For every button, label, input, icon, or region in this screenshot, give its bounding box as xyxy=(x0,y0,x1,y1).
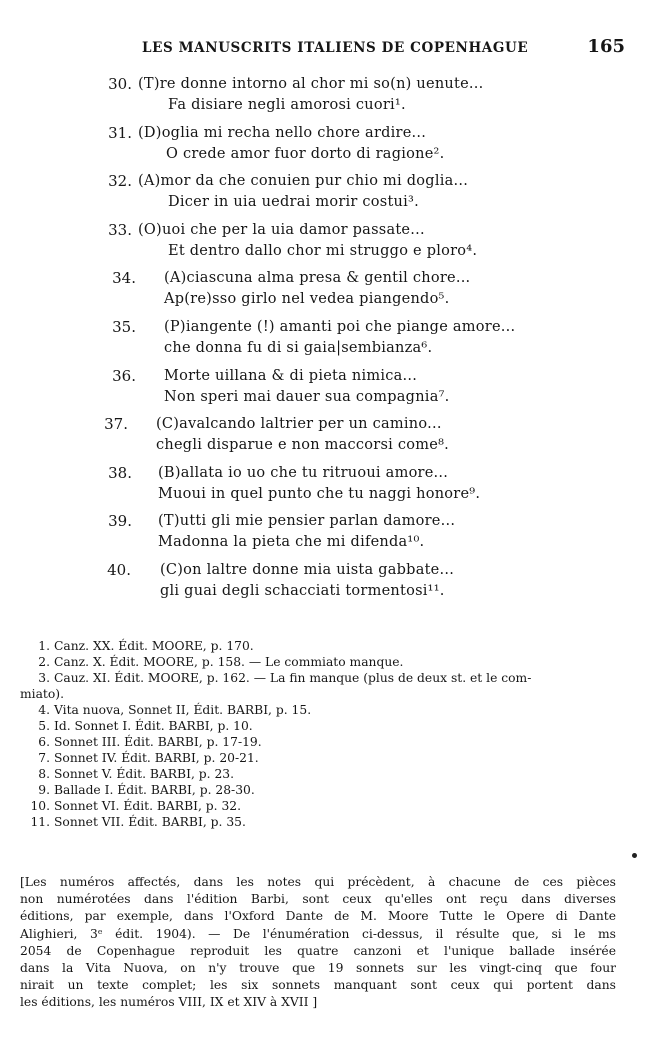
footnote-text: Canz. XX. Édit. MOORE, p. 170. xyxy=(54,639,254,653)
note-line: les éditions, les numéros VIII, IX et XIV à XVII ] xyxy=(20,995,318,1010)
footnote xyxy=(20,654,615,670)
note-line: [Les numéros affectés, dans les notes qui précèdent, à chacune de ces pièces xyxy=(20,875,616,889)
footnote xyxy=(20,638,615,654)
entry-explicit: che donna fu di si gaia|sembianza⁶. xyxy=(164,339,433,356)
note-line: Alighieri, 3ᵉ édit. 1904). — De l'énumération ci-dessus, il résulte que, si le ms xyxy=(20,926,616,941)
footnote-text: Sonnet V. Édit. BARBI, p. 23. xyxy=(54,767,235,781)
footnote-number: 1. xyxy=(38,639,50,653)
footnote-text: Sonnet VI. Édit. BARBI, p. 32. xyxy=(54,799,242,813)
footnote xyxy=(20,750,615,766)
footnote-number: 9. xyxy=(38,783,50,797)
entry-explicit: Madonna la pieta che mi difenda¹⁰. xyxy=(158,534,425,551)
footnote-text: Vita nuova, Sonnet II, Édit. BARBI, p. 15. xyxy=(54,703,312,717)
incipit-entry xyxy=(0,268,650,317)
entry-explicit: Fa disiare negli amorosi cuori¹. xyxy=(168,97,406,113)
margin-dot xyxy=(632,853,637,858)
entry-incipit: Morte uillana & di pieta nimica... xyxy=(164,367,418,384)
incipit-list xyxy=(0,74,650,609)
footnote-number: 3. xyxy=(38,671,50,685)
entry-explicit: Muoui in quel punto che tu naggi honore⁹. xyxy=(158,485,481,502)
running-title: LES MANUSCRITS ITALIENS DE COPENHAGUE xyxy=(142,40,529,56)
entry-number: 38. xyxy=(108,463,132,482)
entry-explicit: Ap(re)sso girlo nel vedea piangendo⁵. xyxy=(164,291,450,308)
entry-incipit: (C)avalcando laltrier per un camino... xyxy=(156,416,442,433)
entry-incipit: (D)oglia mi recha nello chore ardire... xyxy=(138,124,427,141)
footnote-number: 7. xyxy=(38,751,50,765)
entry-explicit: gli guai degli schacciati tormentosi¹¹. xyxy=(160,582,445,599)
incipit-entry xyxy=(0,366,650,415)
entry-explicit: Non speri mai dauer sua compagnia⁷. xyxy=(164,388,450,405)
entry-explicit: chegli disparue e non maccorsi come⁸. xyxy=(156,437,449,454)
entry-number: 32. xyxy=(108,172,132,191)
footnote-text: Cauz. XI. Édit. MOORE, p. 162. — La fin manque (plus de deux st. et le com- xyxy=(54,671,532,685)
entry-number: 36. xyxy=(112,366,136,385)
entry-number: 31. xyxy=(108,123,132,142)
footnote-number: 6. xyxy=(38,735,50,749)
incipit-entry xyxy=(0,463,650,512)
note-line: nirait un texte complet; les six sonnets manquant sont ceux qui portent dans xyxy=(20,978,616,993)
footnote-number: 10. xyxy=(30,799,50,813)
footnote xyxy=(20,670,615,686)
entry-number: 35. xyxy=(112,317,136,336)
incipit-entry xyxy=(0,317,650,366)
incipit-entry xyxy=(0,220,650,269)
footnote-number: 5. xyxy=(38,719,50,733)
incipit-entry xyxy=(0,414,650,463)
incipit-entry xyxy=(0,511,650,560)
entry-incipit: (A)ciascuna alma presa & gentil chore... xyxy=(164,270,471,287)
note-line: dans la Vita Nuova, on n'y trouve que 19 sonnets sur les vingt-cinq que four xyxy=(20,961,616,976)
entry-explicit: O crede amor fuor dorto di ragione². xyxy=(166,145,445,162)
note-line: non numérotées dans l'édition Barbi, sont ceux qu'elles ont reçu dans diverses xyxy=(20,892,616,907)
footnote-text: miato). xyxy=(20,687,64,701)
footnote xyxy=(20,798,615,814)
footnote-text: Sonnet IV. Édit. BARBI, p. 20-21. xyxy=(54,751,259,765)
entry-explicit: Et dentro dallo chor mi struggo e ploro⁴. xyxy=(168,242,478,259)
footnote xyxy=(20,702,615,718)
footnote xyxy=(20,766,615,782)
entry-incipit: (P)iangente (!) amanti poi che piange amore... xyxy=(164,318,516,335)
entry-incipit: (T)re donne intorno al chor mi so(n) uenute... xyxy=(138,76,484,92)
entry-number: 37. xyxy=(104,415,128,434)
incipit-entry xyxy=(0,123,650,172)
note-line: éditions, par exemple, dans l'Oxford Dante de M. Moore Tutte le Opere di Dante xyxy=(20,909,616,924)
footnote-number: 11. xyxy=(30,815,50,829)
incipit-entry xyxy=(0,171,650,220)
entry-number: 34. xyxy=(112,269,136,288)
footnote-number: 4. xyxy=(38,703,50,717)
note-line: 2054 de Copenhague reproduit les quatre canzoni et l'unique ballade insérée xyxy=(20,943,616,958)
entry-number: 40. xyxy=(107,560,131,579)
footnote-continuation xyxy=(20,686,615,702)
footnote-text: Sonnet VII. Édit. BARBI, p. 35. xyxy=(54,815,246,829)
entry-number: 33. xyxy=(108,220,132,239)
footnote-text: Sonnet III. Édit. BARBI, p. 17-19. xyxy=(54,735,262,749)
footnote xyxy=(20,718,615,734)
entry-number: 30. xyxy=(108,75,132,93)
footnote-text: Canz. X. Édit. MOORE, p. 158. — Le commiato manque. xyxy=(54,655,404,669)
footnote-text: Id. Sonnet I. Édit. BARBI, p. 10. xyxy=(54,719,253,733)
entry-incipit: (A)mor da che conuien pur chio mi doglia... xyxy=(138,173,469,190)
footnotes xyxy=(20,638,615,830)
entry-incipit: (O)uoi che per la uia damor passate... xyxy=(138,221,425,238)
entry-incipit: (T)utti gli mie pensier parlan damore... xyxy=(158,513,456,530)
entry-incipit: (B)allata io uo che tu ritruoui amore... xyxy=(158,464,449,481)
footnote-number: 2. xyxy=(38,655,50,669)
footnote xyxy=(20,734,615,750)
entry-incipit: (C)on laltre donne mia uista gabbate... xyxy=(160,561,455,578)
incipit-entry xyxy=(0,74,650,123)
footnote-number: 8. xyxy=(38,767,50,781)
footnote xyxy=(20,782,615,798)
entry-explicit: Dicer in uia uedrai morir costui³. xyxy=(168,194,419,211)
footnote-text: Ballade I. Édit. BARBI, p. 28-30. xyxy=(54,783,255,797)
footnote xyxy=(20,814,615,830)
incipit-entry xyxy=(0,560,650,609)
page-number: 165 xyxy=(587,36,625,57)
running-header xyxy=(142,36,625,57)
entry-number: 39. xyxy=(108,512,132,531)
editorial-note xyxy=(20,874,616,1012)
